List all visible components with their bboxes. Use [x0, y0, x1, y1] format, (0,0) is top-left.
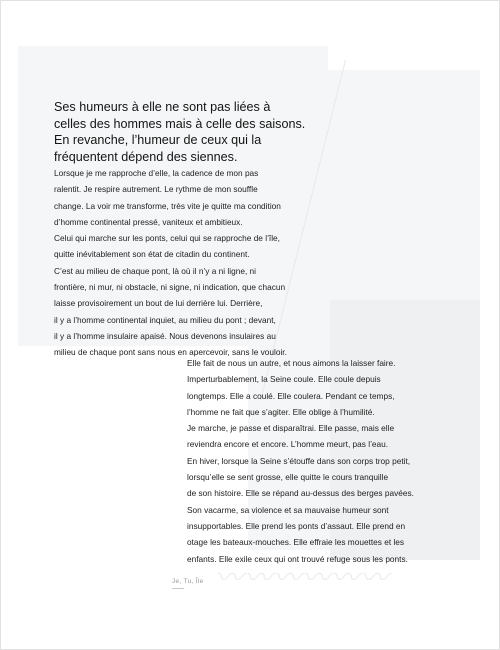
text-line: Son vacarme, sa violence et sa mauvaise humeur sont: [187, 504, 389, 515]
text-line: laisse provisoirement un bout de lui derrière lui. Derrière,: [54, 298, 263, 309]
text-line: de son histoire. Elle se répand au-dessus des berges pavées.: [187, 488, 414, 499]
text-line: Elle fait de nous un autre, et nous aimons la laisser faire.: [187, 358, 396, 368]
text-line: longtemps. Elle a coulé. Elle coulera. Pendant ce temps,: [187, 390, 395, 401]
body-paragraph-2: [187, 355, 477, 567]
text-line: change. La voir me transforme, très vite je quitte ma condition: [54, 200, 281, 211]
text-line: insupportables. Elle prend les ponts d’assaut. Elle prend en: [187, 520, 406, 531]
intro-line: En revanche, l’humeur de ceux qui la: [54, 133, 262, 147]
text-line: otage les bateaux-mouches. Elle effraie les mouettes et les: [187, 537, 405, 548]
footer-rule: [172, 588, 184, 589]
intro-paragraph: [54, 99, 324, 165]
text-line: il y a l’homme insulaire apaisé. Nous devenons insulaires au: [54, 330, 276, 341]
text-line: il y a l’homme continental inquiet, au milieu du pont ; devant,: [54, 314, 276, 325]
text-line: d’homme continental pressé, vaniteux et ambitieux.: [54, 216, 243, 227]
intro-line: Ses humeurs à elle ne sont pas liées à: [54, 100, 271, 114]
text-line: frontière, ni mur, ni obstacle, ni signe, ni indication, que chacun: [54, 282, 286, 293]
text-line: enfants. Elle exile ceux qui ont trouvé refuge sous les ponts.: [187, 553, 408, 564]
text-line: lorsqu’elle se sent grosse, elle quitte le cours tranquille: [187, 472, 389, 483]
text-line: En hiver, lorsque la Seine s’étouffe dans son corps trop petit,: [187, 455, 411, 466]
text-line: l’homme ne fait que s’agiter. Elle oblige à l’humilité.: [187, 406, 375, 417]
intro-line: fréquentent dépend des siennes.: [54, 149, 238, 164]
text-line: Imperturbablement, la Seine coule. Elle coule depuis: [187, 374, 381, 385]
faded-background-lettering: 〰〰〰〰〰〰: [215, 563, 390, 594]
text-line: milieu de chaque pont sans nous en apercevoir, sans le vouloir.: [54, 347, 287, 358]
page-footer: Je, Tu, Île: [172, 578, 204, 585]
body-paragraph-1: [54, 165, 344, 361]
text-line: Lorsque je me rapproche d’elle, la cadence de mon pas: [54, 168, 259, 178]
text-line: reviendra encore et encore. L’homme meurt, pas l’eau.: [187, 439, 389, 450]
text-line: ralentit. Je respire autrement. Le rythme de mon souffle: [54, 184, 258, 195]
text-line: quitte inévitablement son état de citadin du continent.: [54, 249, 250, 260]
text-line: Celui qui marche sur les ponts, celui qui se rapproche de l’île,: [54, 233, 280, 244]
intro-line: celles des hommes mais à celle des saisons.: [54, 116, 306, 131]
text-line: Je marche, je passe et disparaîtrai. Elle passe, mais elle: [187, 423, 395, 434]
text-line: C’est au milieu de chaque pont, là où il n’y a ni ligne, ni: [54, 265, 257, 276]
